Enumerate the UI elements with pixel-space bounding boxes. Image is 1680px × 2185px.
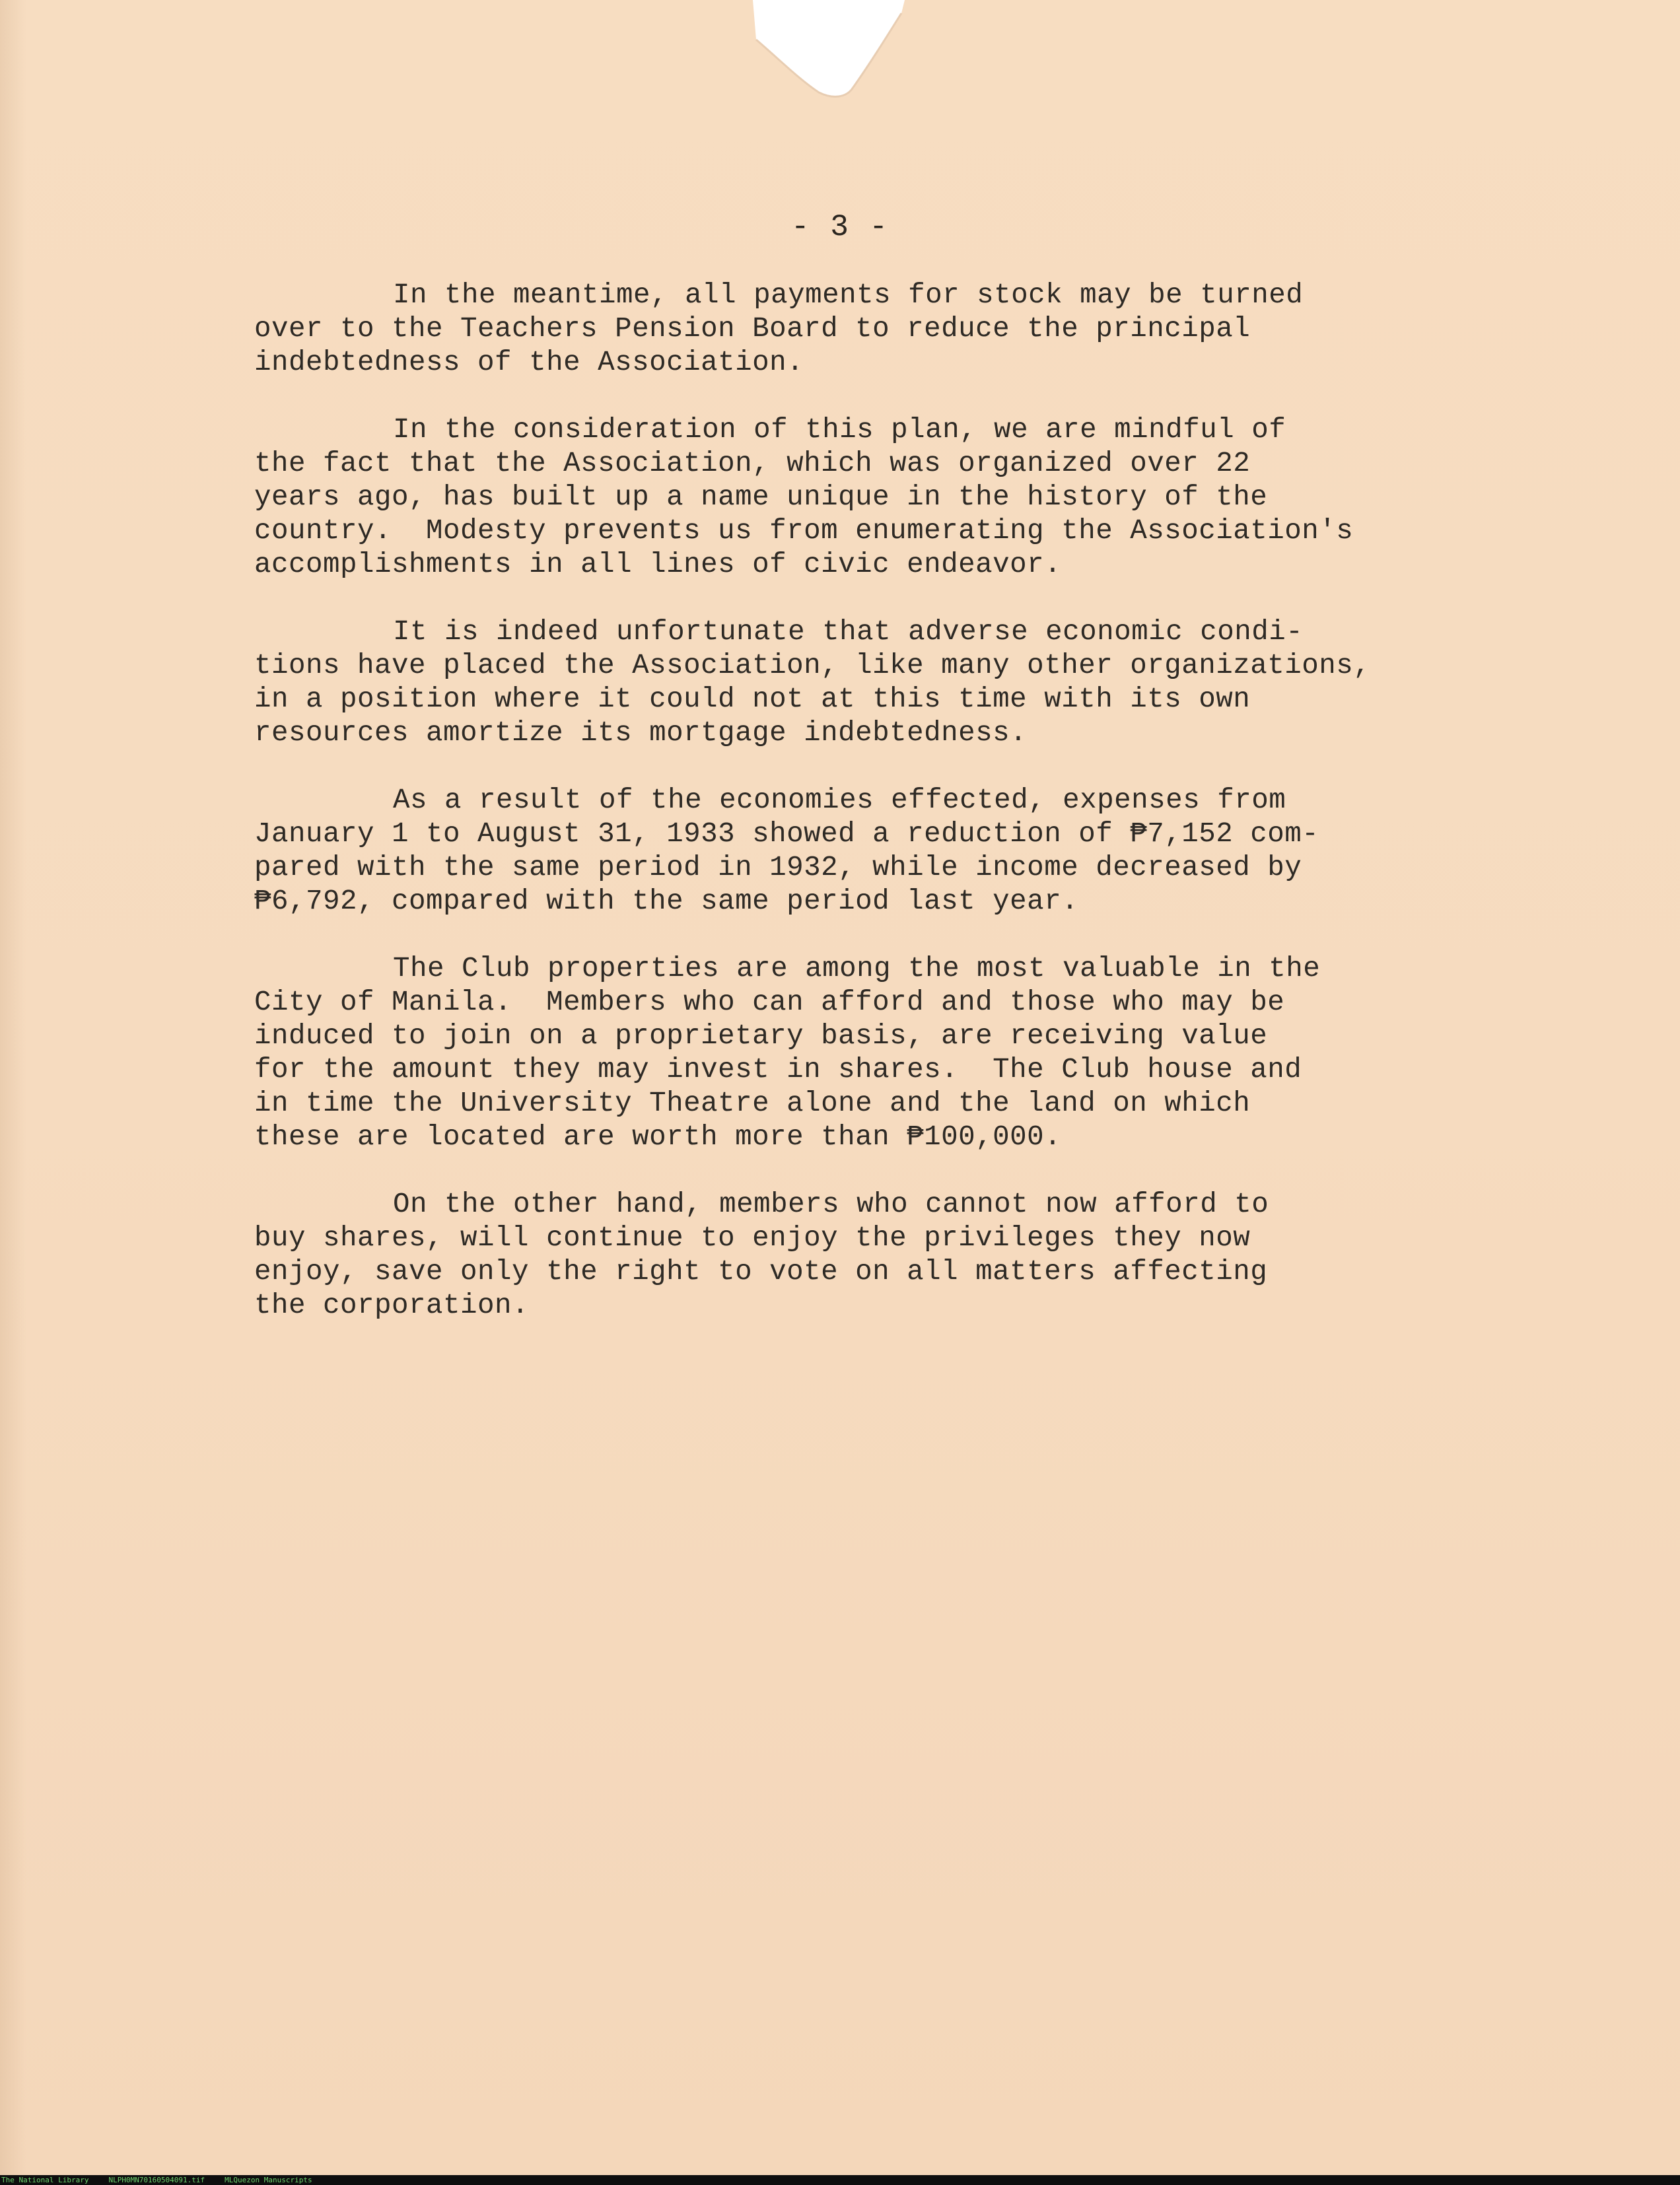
paragraph-6 xyxy=(254,1188,1601,1323)
text-line: City of Manila. Members who can afford and those who may be xyxy=(254,987,1285,1018)
footer-collection: MLQuezon Manuscripts xyxy=(225,2176,312,2184)
text-line: over to the Teachers Pension Board to reduce the principal xyxy=(254,313,1251,345)
text-line: in a position where it could not at this time with its own xyxy=(254,683,1251,715)
text-line: On the other hand, members who cannot now afford to xyxy=(393,1189,1269,1220)
text-line: for the amount they may invest in shares. The Club house and xyxy=(254,1054,1302,1086)
text-line: It is indeed unfortunate that adverse economic condi- xyxy=(393,616,1304,648)
text-line: country. Modesty prevents us from enumerating the Association's xyxy=(254,515,1354,547)
text-line: in time the University Theatre alone and the land on which xyxy=(254,1088,1251,1119)
scan-footer xyxy=(0,2175,1680,2185)
text-line: enjoy, save only the right to vote on all matters affecting xyxy=(254,1256,1268,1288)
text-line: years ago, has built up a name unique in the history of the xyxy=(254,481,1268,513)
text-line: resources amortize its mortgage indebtedness. xyxy=(254,717,1028,749)
text-line: ₱6,792, compared with the same period last year. xyxy=(254,885,1079,917)
paragraph-2 xyxy=(254,413,1601,582)
paragraph-5 xyxy=(254,952,1601,1154)
footer-file: NLPH0MN70160504091.tif xyxy=(108,2176,205,2184)
paragraph-3 xyxy=(254,615,1601,750)
text-line: these are located are worth more than ₱100,000. xyxy=(254,1121,1062,1153)
text-line: tions have placed the Association, like many other organizations, xyxy=(254,650,1371,681)
text-line: indebtedness of the Association. xyxy=(254,347,804,378)
text-line: In the meantime, all payments for stock may be turned xyxy=(393,279,1304,311)
paragraph-1 xyxy=(254,279,1601,380)
letter-body xyxy=(254,279,1601,1356)
text-line: accomplishments in all lines of civic endeavor. xyxy=(254,549,1062,580)
text-line: The Club properties are among the most valuable in the xyxy=(393,953,1321,985)
text-line: In the consideration of this plan, we are mindful of xyxy=(393,414,1286,446)
text-line: As a result of the economies effected, expenses from xyxy=(393,784,1286,816)
footer-library: The National Library xyxy=(1,2176,89,2184)
text-line: pared with the same period in 1932, while income decreased by xyxy=(254,852,1302,884)
text-line: induced to join on a proprietary basis, are receiving value xyxy=(254,1020,1268,1052)
text-line: January 1 to August 31, 1933 showed a reduction of ₱7,152 com- xyxy=(254,818,1319,850)
text-line: buy shares, will continue to enjoy the privileges they now xyxy=(254,1222,1251,1254)
text-line: the fact that the Association, which was organized over 22 xyxy=(254,448,1251,479)
paragraph-4 xyxy=(254,784,1601,919)
page-number: - 3 - xyxy=(790,210,890,244)
text-line: the corporation. xyxy=(254,1290,530,1321)
torn-notch xyxy=(753,0,905,99)
